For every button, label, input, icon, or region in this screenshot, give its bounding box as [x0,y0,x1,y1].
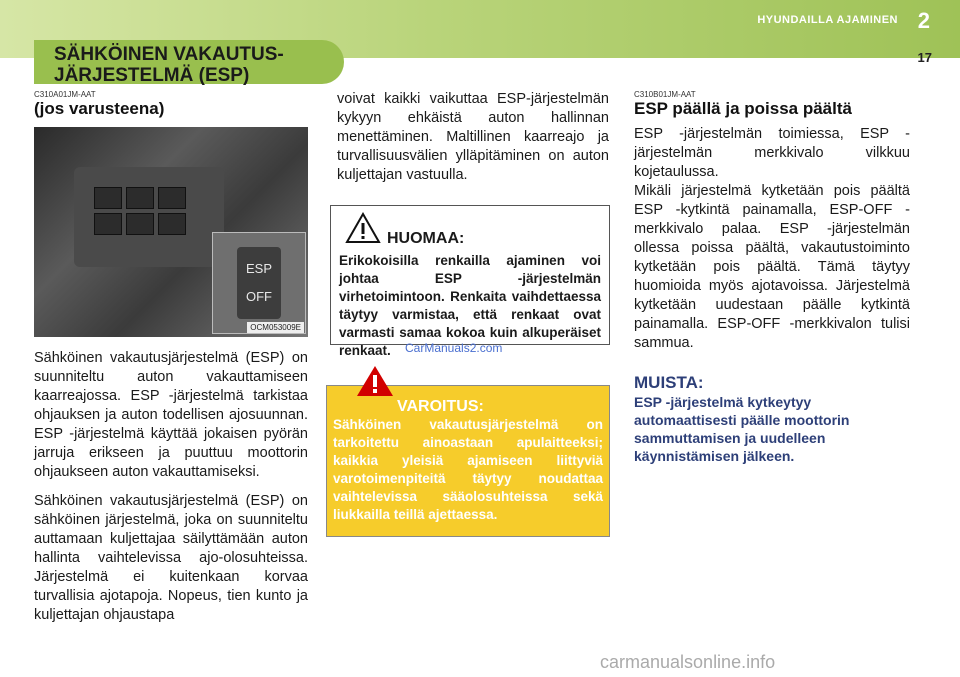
notice-text: Erikokoisilla renkailla ajaminen voi johtaa ESP -järjestelmän virhetoimintoon. Renkaita vaihdettaessa täytyy varmistaa, että renkaat ovat varmasti samaa kokoa kuin alkuperäiset renkaat. [339,253,601,358]
panel-switch [94,213,122,235]
subheading: ESP päällä ja poissa päältä [634,99,852,118]
panel-switch [158,187,186,209]
footer-watermark: carmanualsonline.info [600,652,776,672]
paragraph: voivat kaikki vaikuttaa ESP-järjestelmän kykyyn ehkäistä auton hallinnan menettäminen. Maltillinen kaarreajo ja turvallisuusvälien ylläpitäminen on auton kuljettajan vastuulla. [337,91,609,183]
dashboard-photo [34,127,308,337]
subheading: (jos varusteena) [34,99,165,118]
chapter-number: 2 [917,8,930,33]
chapter-title: HYUNDAILLA AJAMINEN [757,14,898,26]
notice-title: HUOMAA: [387,230,465,247]
warning-box [326,385,610,537]
panel-switch [158,213,186,235]
esp-off-button [237,247,281,319]
warning-triangle-icon [355,364,395,398]
section-code: C310A01JM-AAT [34,90,96,99]
column-right [634,90,910,465]
panel-switch [94,187,122,209]
esp-switch-zoom [212,232,306,334]
panel-switch [126,187,154,209]
muista-title: MUISTA: [634,373,704,392]
off-label: OFF [246,289,272,304]
section-code: C310B01JM-AAT [634,90,696,99]
paragraph: Sähköinen vakautusjärjestelmä (ESP) on suunniteltu auton vakauttamiseen kaarreajossa. ESP -järjestelmä tarkistaa ohjauksen ja auton todellisen ajosuunnan. ESP -järjestelmä käyttää jokaisen pyörän jarruja erikseen ja puuttuu moottorin ohjaukseen auton vakauttamiseksi. [34,350,308,480]
watermark: CarManuals2.com [405,341,503,355]
panel-switch [126,213,154,235]
section-title [34,40,344,86]
photo-caption: OCM053009E [247,322,304,333]
esp-label: ESP [245,261,272,276]
paragraph: Mikäli järjestelmä kytketään pois päältä ESP -kytkintä painamalla, ESP-OFF -merkkivalo palaa. ESP -järjestelmän ollessa poissa päältä, vakautustoiminto kytketään pois päältä. Tämä täytyy huomioida myös ajotavoissa. Järjestelmä kytketään uudestaan päälle kytkintä painamalla. ESP-OFF -merkkivalon tulisi sammua. [634,183,910,351]
paragraph: Sähköinen vakautusjärjestelmä (ESP) on sähköinen järjestelmä, joka on suunniteltu auttamaan kuljettajaa säilyttämään auton hallinta vaihtelevissa ajo-olosuhteissa. Järjestelmä ei kuitenkaan korvaa turvallisia ajotapoja. Nopeus, tien kunto ja kuljettajan ohjaustapa [34,493,308,623]
section-title-tab [34,40,344,84]
section-title-line2: JÄRJESTELMÄ (ESP) [54,65,250,86]
paragraph: ESP -järjestelmän toimiessa, ESP -järjestelmän merkkivalo vilkkuu kojetaulussa. [634,126,910,180]
warning-text: Sähköinen vakautusjärjestelmä on tarkoitettu ainoastaan apulaitteeksi; kaikkia yleisiä ajamiseen liittyviä varotoimenpiteitä täytyy noudattaa vaihtelevissa sääolosuhteissa sekä liukkailla teillä ajettaessa. [333,417,603,522]
page-number: 17 [917,50,932,65]
section-title-line1: SÄHKÖINEN VAKAUTUS- [54,44,284,65]
warning-title: VAROITUS: [397,398,484,415]
column-left [34,90,308,625]
caution-triangle-icon [345,212,381,244]
column-middle [337,90,609,185]
muista-text: ESP -järjestelmä kytkeytyy automaattisesti päälle moottorin sammuttamisen ja uudelleen käynnistämisen jälkeen. [634,394,850,464]
